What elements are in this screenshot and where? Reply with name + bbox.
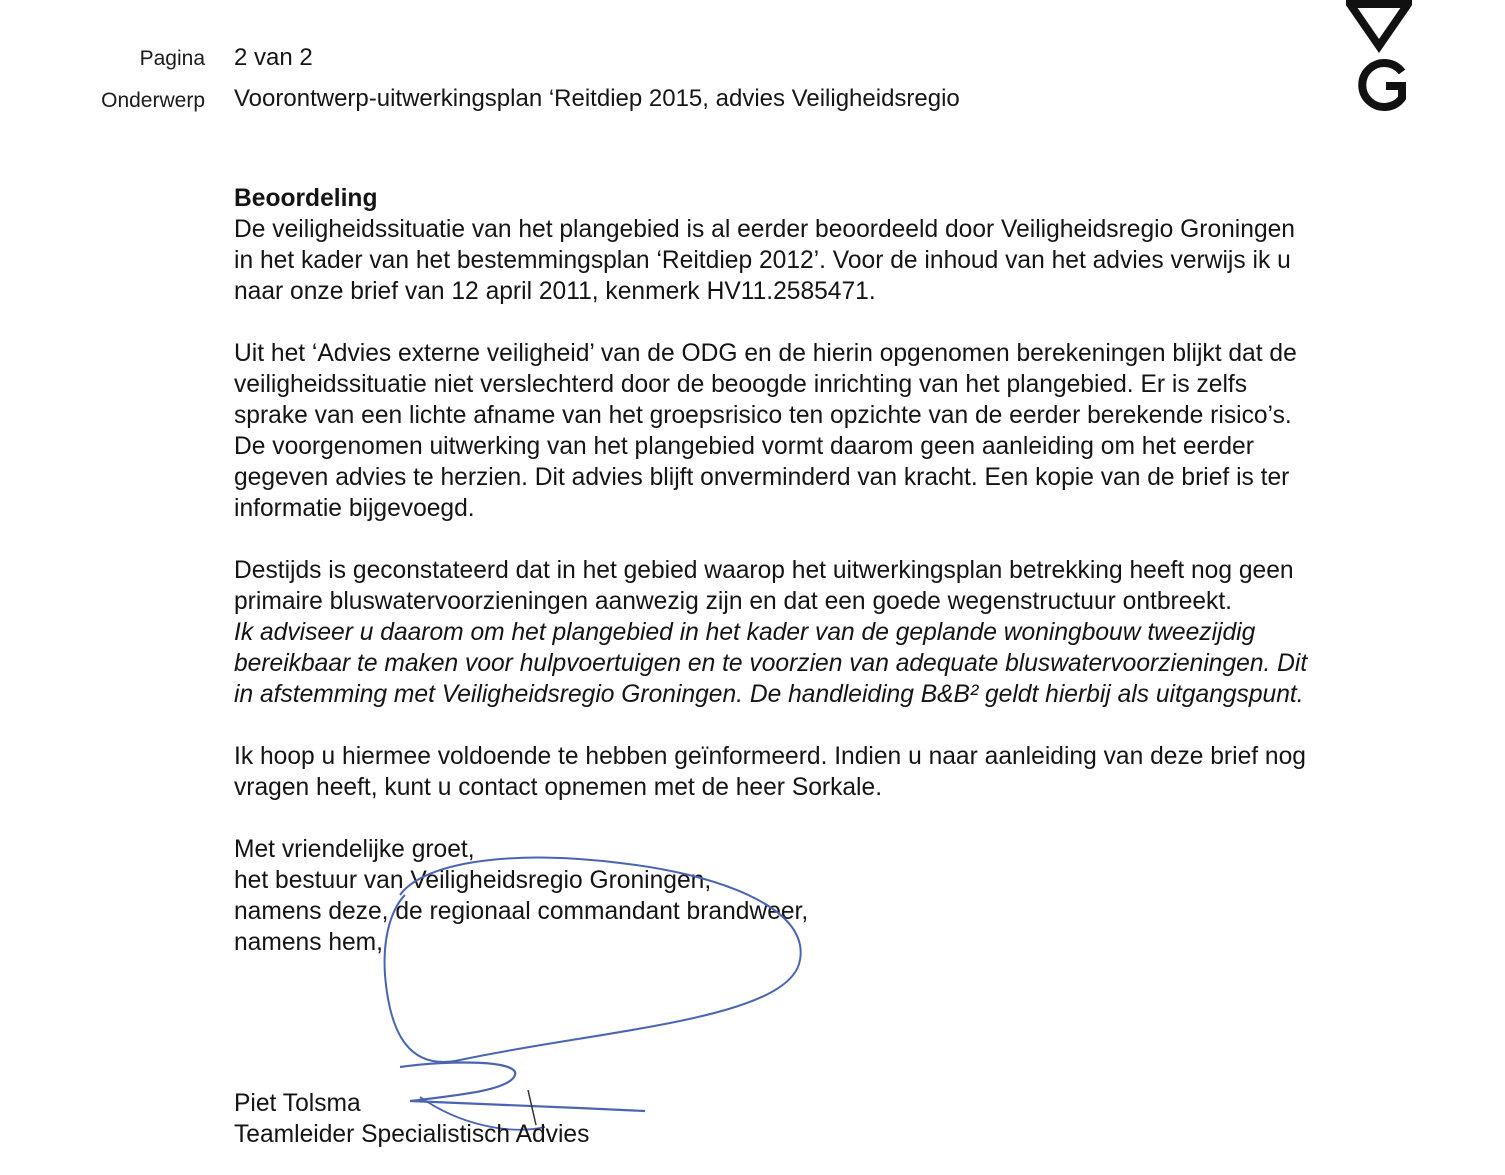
advice-line: bereikbaar te maken voor hulpvoertuigen en te voorzien van adequate bluswatervoorzieningen. Dit (234, 650, 1308, 677)
closing-line: het bestuur van Veiligheidsregio Groningen, (234, 867, 712, 894)
paragraph-2-line: veiligheidssituatie niet verslechterd door de beoogde inrichting van het plangebied. Er is zelfs (234, 371, 1248, 398)
paragraph-2-line: gegeven advies te herzien. Dit advies blijft onverminderd van kracht. Een kopie van de brief is ter (234, 464, 1290, 491)
closing-line: namens deze, de regionaal commandant brandweer, (234, 898, 809, 925)
paragraph-1-line: in het kader van het bestemmingsplan ‘Reitdiep 2012’. Voor de inhoud van het advies verwijs ik u (234, 247, 1291, 274)
paragraph-1-line: De veiligheidssituatie van het plangebied is al eerder beoordeeld door Veiligheidsregio Groningen (234, 216, 1295, 243)
subject-label: Onderwerp (101, 89, 205, 112)
subject-value: Voorontwerp-uitwerkingsplan ‘Reitdiep 2015, advies Veiligheidsregio (234, 85, 960, 112)
closing-line: namens hem, (234, 929, 384, 956)
paragraph-2-line: sprake van een lichte afname van het groepsrisico ten opzichte van de eerder berekende risico’s. (234, 402, 1292, 429)
letter-body (234, 183, 1434, 958)
paragraph-2-line: De voorgenomen uitwerking van het plangebied vormt daarom geen aanleiding om het eerder (234, 433, 1254, 460)
paragraph-3-line: primaire bluswatervoorzieningen aanwezig zijn en dat een goede wegenstructuur ontbreekt. (234, 588, 1233, 615)
paragraph-1-line: naar onze brief van 12 april 2011, kenmerk HV11.2585471. (234, 278, 876, 305)
paragraph-3-line: Destijds is geconstateerd dat in het gebied waarop het uitwerkingsplan betrekking heeft nog geen (234, 557, 1294, 584)
advice-line: Ik adviseer u daarom om het plangebied in het kader van de geplande woningbouw tweezijdig (234, 619, 1256, 646)
page-label: Pagina (139, 47, 205, 70)
paragraph-2-line: informatie bijgevoegd. (234, 495, 475, 522)
advice-line: in afstemming met Veiligheidsregio Groningen. De handleiding B&B² geldt hierbij als uitgangspunt. (234, 681, 1304, 708)
paragraph-4-line: Ik hoop u hiermee voldoende te hebben geïnformeerd. Indien u naar aanleiding van deze brief nog (234, 743, 1306, 770)
page-number: 2 van 2 (234, 44, 313, 71)
signer-name: Piet Tolsma (234, 1090, 361, 1117)
section-heading: Beoordeling (234, 185, 378, 212)
paragraph-4-line: vragen heeft, kunt u contact opnemen met de heer Sorkale. (234, 774, 883, 801)
vrg-logo (1346, 0, 1412, 112)
signer-title: Teamleider Specialistisch Advies (234, 1121, 590, 1148)
paragraph-2-line: Uit het ‘Advies externe veiligheid’ van de ODG en de hierin opgenomen berekeningen blijkt dat de (234, 340, 1297, 367)
closing-line: Met vriendelijke groet, (234, 836, 475, 863)
signer-block (234, 1088, 589, 1150)
